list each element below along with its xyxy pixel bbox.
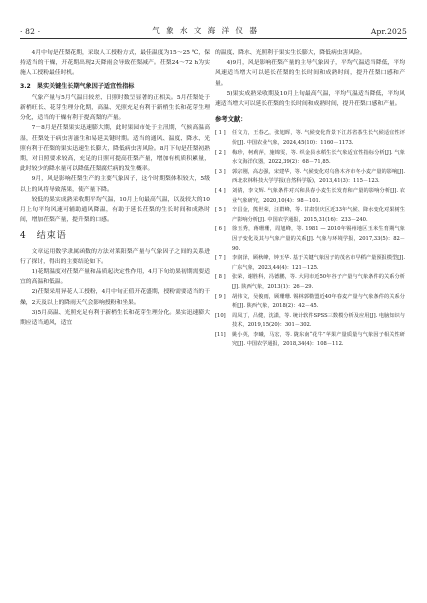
paragraph: 的温度、降水、光照利于果实生长膨大，降低病虫害风险。 — [215, 50, 366, 56]
reference-entry — [215, 149, 405, 168]
reference-text: 任文力，王春乙，张旭晖，等. 气候变化背景下江苏省茶生长气候适宜性评价[J]. 中国农业气象，2024,45(10)：1160－1173. — [232, 130, 405, 147]
reference-entry — [215, 168, 405, 187]
reference-entry — [215, 331, 405, 350]
reference-text: 徐玉秀，蒋珊珊，周旭峰，等. 1981 — 2010年锡州地区玉米生育期气象因子变化及其与气象产量的关系[J]. 气象与环境学报，2017,33(5)：82－90. — [232, 226, 405, 252]
reference-number: [ 9 ] — [215, 293, 226, 300]
reference-text: 胡伟文，吴俊雨，顾珊珊. 锡林郭勒盟近40年春麦产量与气象条件的关系分析[J]. 陕西气象，2018(2)：42－45. — [232, 293, 405, 310]
reference-text: 李润泽，顾秋峰，钟玉华. 基于关键气象因子的茂名市早稻产量预报模型[J]. 广东气象，2023,44(4)：121－125. — [232, 255, 405, 271]
reference-entry — [215, 206, 405, 225]
reference-text: 刘倩，李文辉. 气象条件对兴和县春小麦生长发育和产量的影响分析[J]. 农业气象研究，2020,10(4)：98－101. — [232, 187, 405, 204]
reference-entry — [215, 273, 405, 292]
left-column — [20, 48, 210, 328]
reference-number: [ 5 ] — [215, 207, 226, 214]
journal-name: 气 象 水 文 海 洋 仪 器 — [152, 26, 259, 35]
reference-text: 辛昌金，熊世荣，汪群峰，等. 甘肃崇庆区近33年气候、降水变化对果树生产影响分析[J]. 中国农学通报，2015,31(16)：233－240. — [232, 207, 405, 223]
page-number: · 82 · — [20, 27, 41, 36]
conclusion-item: 2)茌梨采用异花人工授粉，4月中旬正值开花盛期，授粉需要适当的干燥，2天及以上的降雨天气会影响授粉和坐果。 — [20, 289, 210, 306]
reference-entry — [215, 225, 405, 254]
reference-entry — [215, 187, 405, 206]
reference-number: [ 4 ] — [215, 187, 226, 194]
paragraph: 较低的果实成熟采收期平均气温，10月上旬最高气温，以及较大的10月上旬平均风速可辅助通风降温，有助于延长茌梨的生长时间和成熟时间，增加茌梨产量，提升梨的口感。 — [20, 196, 210, 224]
reference-entry — [215, 312, 405, 331]
paragraph: 气象产量与5月气温日较差、日照时数呈显著的正相关。5月茌梨处于新梢旺长、花芽生理分化期，高温、光照充足有利于新梢生长和花芽生理分化，适当的干燥有利于提高梨的产量。 — [20, 94, 210, 122]
reference-number: [11] — [215, 331, 226, 338]
reference-text: 郭宗刚，高志强，宋建华，等. 气候变化对乌鲁木齐市冬小麦产量的影响[J]. 西北农林科技大学学报(自然科学版)，2013,41(3)：115－123. — [232, 168, 405, 185]
right-column — [215, 48, 405, 350]
reference-text: 周凤丁，吕健，沈潇，等. 统计软件SPSS三数模分析及应用[J]. 电脑知识与技术，2019,15(20)：301－302. — [232, 312, 405, 329]
reference-number: [ 2 ] — [215, 149, 226, 156]
reference-number: [ 8 ] — [215, 274, 226, 281]
reference-number: [ 7 ] — [215, 255, 226, 262]
reference-number: [10] — [215, 312, 226, 319]
reference-entry — [215, 129, 405, 148]
reference-entry — [215, 254, 405, 273]
section-heading-3-2: 3.2 果实关键生长期气象因子适宜性指标 — [20, 82, 135, 90]
reference-text: 张荣，谢胜科，冯德鹏，等. 大同市近50年谷子产量与气象条件的关系分析[J]. 陕西气象，2013(1)：26－29. — [232, 274, 405, 290]
reference-number: [ 6 ] — [215, 226, 226, 233]
reference-entry — [215, 293, 405, 312]
conclusion-item: 3)5月高温、光照充足有利于新梢生长和花芽生理分化。果实迅速膨大期应适当通风，适宜 — [20, 309, 210, 327]
paragraph: 文章运用数学隶属函数的方法对莱阳梨产量与气象因子之间的关系进行了探讨，得出的主要结论如下。 — [20, 248, 210, 265]
paragraph: 7－8月是茌梨果实迅速膨大期，此时果园市处于主汛期，气候高温高湿，茌梨处于病虫害滋生和易延关键时期。适当的通风、温度、降水、光照有利于茌梨的果实迅速生长膨大，降低病虫害风险。8月下旬是茌梨初熟期，对日照要求较高，充足的日照可提高茌梨产量，增加有机质积累量，此时较少的降水量可以降低茌梨腐烂病的发生概率。 — [20, 125, 210, 173]
reference-number: [ 1 ] — [215, 130, 226, 137]
references-heading: 参考文献： — [215, 116, 247, 124]
section-heading-conclusion: 4 结束语 — [20, 231, 67, 242]
issue-date: Apr.2025 — [370, 27, 407, 36]
conclusion-item: 4)9月，风是影响茌梨产量的主导气象因子，平均气温适当降低，平均风速适当增大可以延长茌梨的生长时间和成熟时间，提升茌梨口感和产量。 — [215, 60, 405, 87]
header-rule — [20, 38, 407, 39]
reference-text: 梅珍，柯莉萍，施锦雯，等. 织金县水稻生长气象适宜性指标分析[J]. 气象水文海洋仪器，2022,39(2)：68－71,85. — [232, 149, 405, 166]
conclusion-item: 5)果实成熟采收期及10月上旬最高气温，平均气温适当降低，平均风速适当增大可以延长茌梨的生长时间和成熟时间，提升茌梨口感和产量。 — [215, 90, 405, 108]
reference-list — [215, 129, 405, 350]
paragraph: 4月中旬是茌梨花期，采取人工授粉方式，最佳温度为15～25 ℃，保持适当的干燥，开花期出现2天降雨会导致茌梨减产。茌梨24～72 h为实施人工授粉最佳时机。 — [20, 50, 210, 77]
reference-text: 姚小英，李曦，马宏，等. 陇东南“花牛”苹果产量质量与气象因子相关性研究[J]. 中国农学通报，2018,34(4)：108－112. — [232, 331, 405, 348]
running-header — [20, 22, 407, 36]
paragraph: 9月，风是影响茌梨生产的主要气象因子，这个时期梨体积较大，5级以上的风将导致落果，使产量下降。 — [20, 176, 210, 193]
conclusion-item: 1)花期温度对茌梨产量和品质起决定性作用，4月下旬幼果初期需要适宜的高温和低温。 — [20, 269, 210, 286]
reference-number: [ 3 ] — [215, 168, 226, 175]
